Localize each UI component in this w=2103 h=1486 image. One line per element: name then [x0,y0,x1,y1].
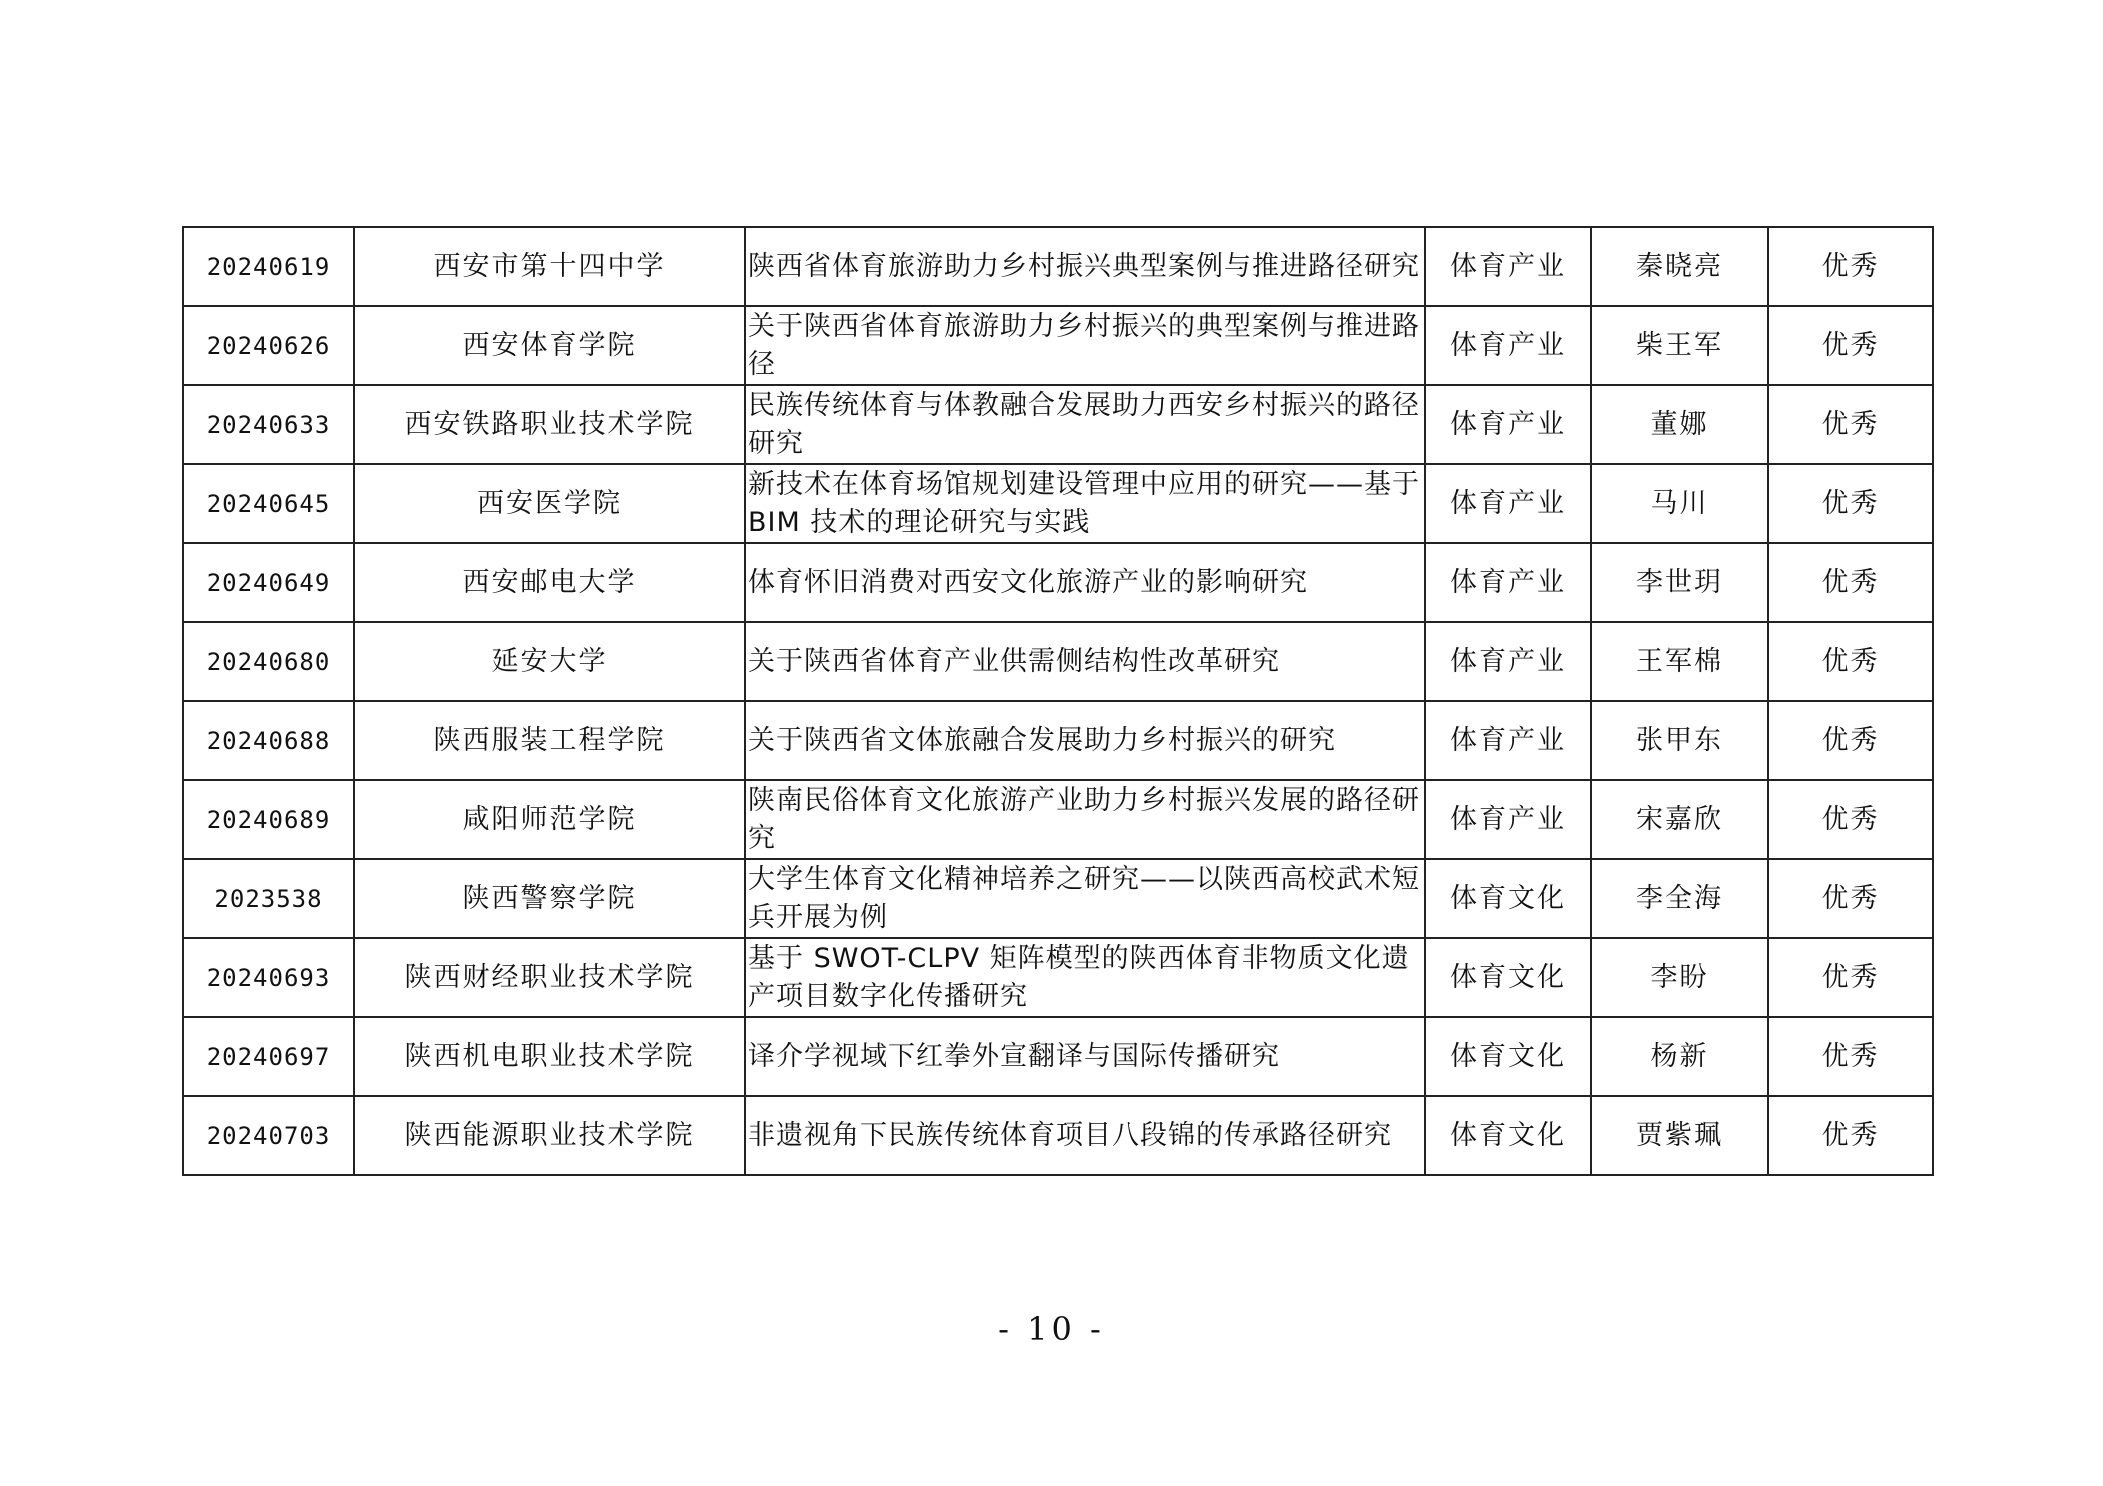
leader-name-cell: 董娜 [1591,385,1768,464]
project-title-cell: 基于 SWOT-CLPV 矩阵模型的陕西体育非物质文化遗产项目数字化传播研究 [745,938,1425,1017]
table-row [183,1017,1933,1096]
project-title-cell: 陕南民俗体育文化旅游产业助力乡村振兴发展的路径研究 [745,780,1425,859]
institution-cell: 陕西警察学院 [354,859,745,938]
project-title-cell: 关于陕西省体育产业供需侧结构性改革研究 [745,622,1425,701]
project-id-cell: 20240688 [183,701,354,780]
category-cell: 体育产业 [1425,385,1591,464]
leader-name-cell: 李全海 [1591,859,1768,938]
table-row [183,543,1933,622]
category-cell: 体育产业 [1425,543,1591,622]
category-cell: 体育文化 [1425,938,1591,1017]
institution-cell: 西安铁路职业技术学院 [354,385,745,464]
project-title-cell: 新技术在体育场馆规划建设管理中应用的研究——基于 BIM 技术的理论研究与实践 [745,464,1425,543]
category-cell: 体育文化 [1425,1096,1591,1175]
institution-cell: 陕西服装工程学院 [354,701,745,780]
institution-cell: 咸阳师范学院 [354,780,745,859]
leader-name-cell: 李盼 [1591,938,1768,1017]
grade-cell: 优秀 [1768,227,1933,306]
grade-cell: 优秀 [1768,622,1933,701]
leader-name-cell: 柴王军 [1591,306,1768,385]
project-id-cell: 20240649 [183,543,354,622]
table-row [183,938,1933,1017]
category-cell: 体育产业 [1425,622,1591,701]
category-cell: 体育产业 [1425,464,1591,543]
grade-cell: 优秀 [1768,1017,1933,1096]
table-row [183,464,1933,543]
project-id-cell: 20240703 [183,1096,354,1175]
leader-name-cell: 张甲东 [1591,701,1768,780]
project-title-cell: 关于陕西省体育旅游助力乡村振兴的典型案例与推进路径 [745,306,1425,385]
project-id-cell: 20240689 [183,780,354,859]
leader-name-cell: 秦晓亮 [1591,227,1768,306]
leader-name-cell: 杨新 [1591,1017,1768,1096]
category-cell: 体育文化 [1425,1017,1591,1096]
project-title-cell: 大学生体育文化精神培养之研究——以陕西高校武术短兵开展为例 [745,859,1425,938]
project-id-cell: 20240626 [183,306,354,385]
project-title-cell: 关于陕西省文体旅融合发展助力乡村振兴的研究 [745,701,1425,780]
project-id-cell: 20240633 [183,385,354,464]
category-cell: 体育文化 [1425,859,1591,938]
institution-cell: 陕西财经职业技术学院 [354,938,745,1017]
institution-cell: 陕西机电职业技术学院 [354,1017,745,1096]
grade-cell: 优秀 [1768,701,1933,780]
institution-cell: 西安市第十四中学 [354,227,745,306]
institution-cell: 西安邮电大学 [354,543,745,622]
project-id-cell: 2023538 [183,859,354,938]
table-row [183,227,1933,306]
grade-cell: 优秀 [1768,385,1933,464]
project-id-cell: 20240680 [183,622,354,701]
grade-cell: 优秀 [1768,859,1933,938]
leader-name-cell: 王军棉 [1591,622,1768,701]
project-id-cell: 20240619 [183,227,354,306]
project-title-cell: 译介学视域下红拳外宣翻译与国际传播研究 [745,1017,1425,1096]
leader-name-cell: 宋嘉欣 [1591,780,1768,859]
institution-cell: 延安大学 [354,622,745,701]
table-row [183,1096,1933,1175]
project-id-cell: 20240645 [183,464,354,543]
table-row [183,780,1933,859]
table-row [183,622,1933,701]
project-id-cell: 20240693 [183,938,354,1017]
grade-cell: 优秀 [1768,464,1933,543]
category-cell: 体育产业 [1425,227,1591,306]
institution-cell: 西安体育学院 [354,306,745,385]
project-title-cell: 体育怀旧消费对西安文化旅游产业的影响研究 [745,543,1425,622]
table-row [183,306,1933,385]
table-row [183,859,1933,938]
grade-cell: 优秀 [1768,543,1933,622]
category-cell: 体育产业 [1425,701,1591,780]
category-cell: 体育产业 [1425,306,1591,385]
table-row [183,701,1933,780]
grade-cell: 优秀 [1768,938,1933,1017]
category-cell: 体育产业 [1425,780,1591,859]
project-title-cell: 民族传统体育与体教融合发展助力西安乡村振兴的路径研究 [745,385,1425,464]
page-number: - 10 - [998,1310,1105,1348]
project-title-cell: 非遗视角下民族传统体育项目八段锦的传承路径研究 [745,1096,1425,1175]
leader-name-cell: 贾紫珮 [1591,1096,1768,1175]
leader-name-cell: 李世玥 [1591,543,1768,622]
grade-cell: 优秀 [1768,780,1933,859]
leader-name-cell: 马川 [1591,464,1768,543]
grade-cell: 优秀 [1768,1096,1933,1175]
project-title-cell: 陕西省体育旅游助力乡村振兴典型案例与推进路径研究 [745,227,1425,306]
table-row [183,385,1933,464]
results-table [182,226,1934,1176]
institution-cell: 西安医学院 [354,464,745,543]
institution-cell: 陕西能源职业技术学院 [354,1096,745,1175]
project-id-cell: 20240697 [183,1017,354,1096]
grade-cell: 优秀 [1768,306,1933,385]
